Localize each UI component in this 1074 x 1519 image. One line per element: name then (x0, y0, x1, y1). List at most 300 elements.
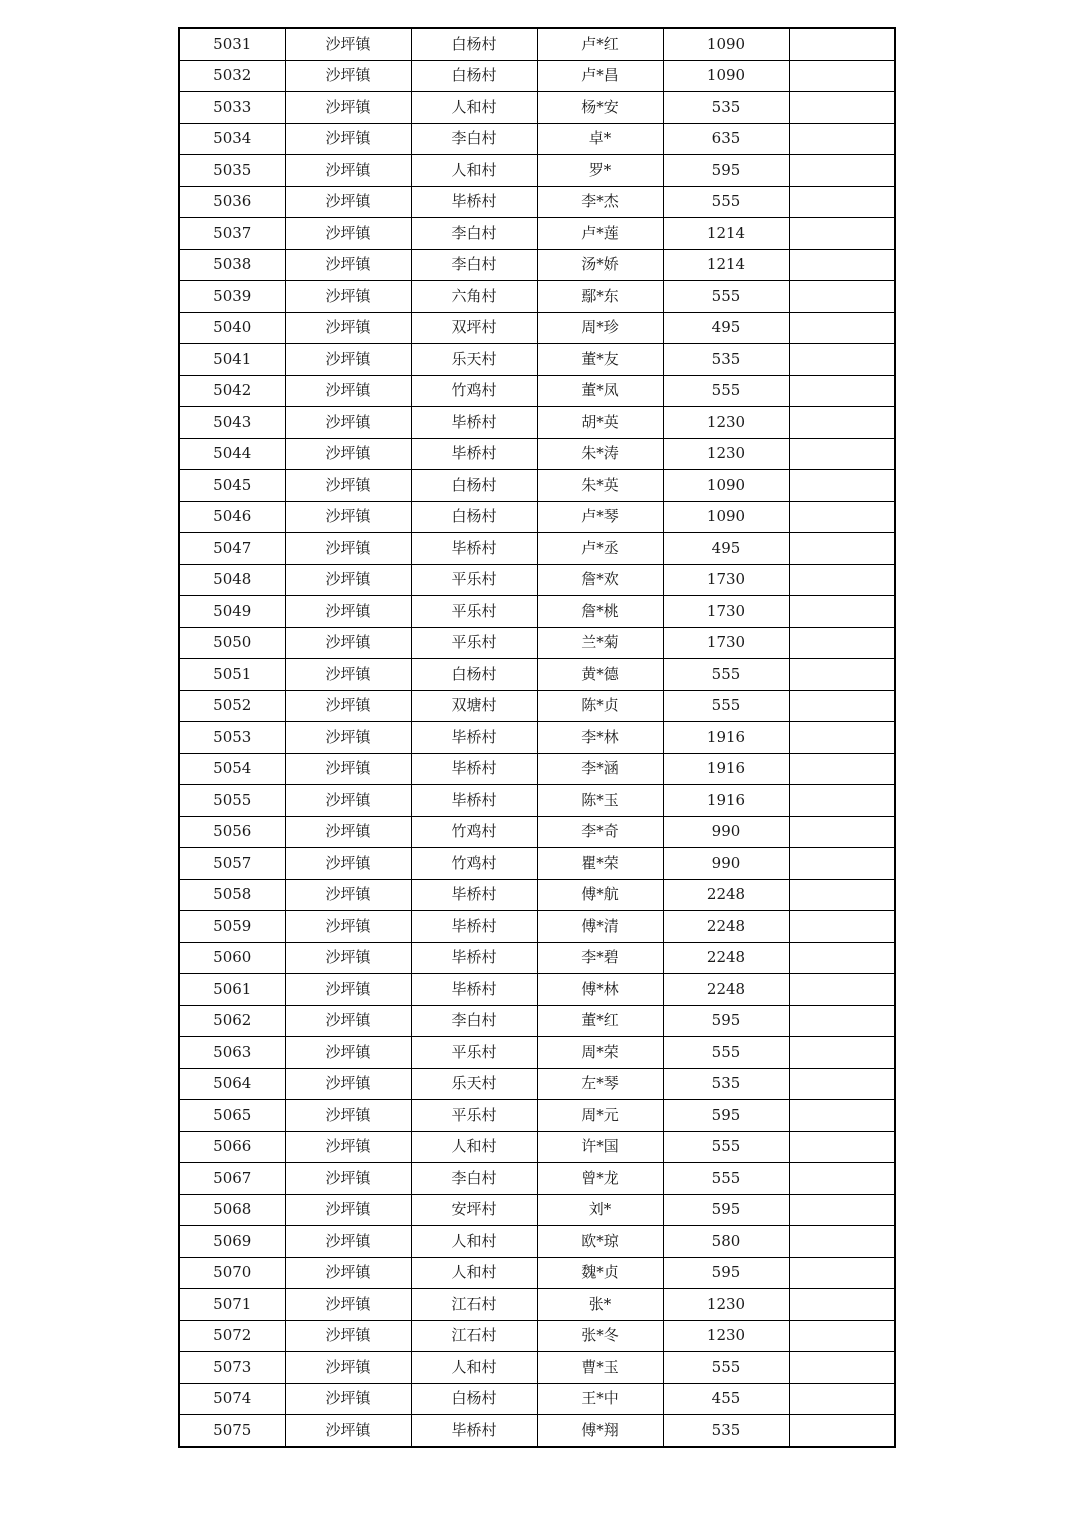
village-cell: 双坪村 (411, 312, 537, 344)
amount-cell: 1214 (663, 249, 789, 281)
village-cell: 平乐村 (411, 564, 537, 596)
table-row (179, 1289, 895, 1321)
village-cell: 人和村 (411, 1131, 537, 1163)
note-cell (789, 722, 895, 754)
name-cell: 董*红 (537, 1005, 663, 1037)
row-number-cell: 5062 (179, 1005, 285, 1037)
note-cell (789, 1226, 895, 1258)
village-cell: 白杨村 (411, 60, 537, 92)
town-cell: 沙坪镇 (285, 690, 411, 722)
amount-cell: 555 (663, 1352, 789, 1384)
village-cell: 白杨村 (411, 1383, 537, 1415)
note-cell (789, 501, 895, 533)
note-cell (789, 1352, 895, 1384)
town-cell: 沙坪镇 (285, 344, 411, 376)
row-number-cell: 5039 (179, 281, 285, 313)
town-cell: 沙坪镇 (285, 1415, 411, 1447)
table-row (179, 659, 895, 691)
name-cell: 陈*玉 (537, 785, 663, 817)
town-cell: 沙坪镇 (285, 848, 411, 880)
table-row (179, 1226, 895, 1258)
amount-cell: 555 (663, 690, 789, 722)
row-number-cell: 5040 (179, 312, 285, 344)
table-row (179, 879, 895, 911)
table-row (179, 533, 895, 565)
note-cell (789, 911, 895, 943)
row-number-cell: 5067 (179, 1163, 285, 1195)
table-row (179, 785, 895, 817)
table-row (179, 974, 895, 1006)
village-cell: 竹鸡村 (411, 816, 537, 848)
note-cell (789, 28, 895, 60)
amount-cell: 1230 (663, 1320, 789, 1352)
note-cell (789, 596, 895, 628)
village-cell: 平乐村 (411, 596, 537, 628)
row-number-cell: 5047 (179, 533, 285, 565)
amount-cell: 595 (663, 1257, 789, 1289)
town-cell: 沙坪镇 (285, 974, 411, 1006)
data-table (178, 27, 896, 1448)
name-cell: 曹*玉 (537, 1352, 663, 1384)
note-cell (789, 627, 895, 659)
row-number-cell: 5046 (179, 501, 285, 533)
village-cell: 毕桥村 (411, 911, 537, 943)
town-cell: 沙坪镇 (285, 155, 411, 187)
row-number-cell: 5031 (179, 28, 285, 60)
row-number-cell: 5045 (179, 470, 285, 502)
amount-cell: 2248 (663, 942, 789, 974)
name-cell: 张* (537, 1289, 663, 1321)
table-row (179, 501, 895, 533)
row-number-cell: 5037 (179, 218, 285, 250)
amount-cell: 455 (663, 1383, 789, 1415)
table-row (179, 312, 895, 344)
amount-cell: 1916 (663, 753, 789, 785)
row-number-cell: 5055 (179, 785, 285, 817)
town-cell: 沙坪镇 (285, 911, 411, 943)
village-cell: 乐天村 (411, 1068, 537, 1100)
table-row (179, 690, 895, 722)
amount-cell: 1730 (663, 627, 789, 659)
amount-cell: 555 (663, 281, 789, 313)
town-cell: 沙坪镇 (285, 407, 411, 439)
village-cell: 毕桥村 (411, 785, 537, 817)
town-cell: 沙坪镇 (285, 312, 411, 344)
village-cell: 人和村 (411, 1226, 537, 1258)
town-cell: 沙坪镇 (285, 249, 411, 281)
name-cell: 傅*清 (537, 911, 663, 943)
note-cell (789, 1194, 895, 1226)
note-cell (789, 533, 895, 565)
row-number-cell: 5053 (179, 722, 285, 754)
table-row (179, 1005, 895, 1037)
note-cell (789, 1257, 895, 1289)
village-cell: 毕桥村 (411, 438, 537, 470)
name-cell: 傅*翔 (537, 1415, 663, 1447)
row-number-cell: 5057 (179, 848, 285, 880)
table-row (179, 1352, 895, 1384)
note-cell (789, 60, 895, 92)
row-number-cell: 5050 (179, 627, 285, 659)
amount-cell: 595 (663, 155, 789, 187)
name-cell: 欧*琼 (537, 1226, 663, 1258)
village-cell: 毕桥村 (411, 407, 537, 439)
amount-cell: 1916 (663, 785, 789, 817)
town-cell: 沙坪镇 (285, 186, 411, 218)
amount-cell: 555 (663, 1163, 789, 1195)
town-cell: 沙坪镇 (285, 753, 411, 785)
name-cell: 王*中 (537, 1383, 663, 1415)
name-cell: 李*碧 (537, 942, 663, 974)
table-row (179, 281, 895, 313)
table-row (179, 249, 895, 281)
note-cell (789, 123, 895, 155)
row-number-cell: 5066 (179, 1131, 285, 1163)
note-cell (789, 753, 895, 785)
row-number-cell: 5035 (179, 155, 285, 187)
row-number-cell: 5041 (179, 344, 285, 376)
town-cell: 沙坪镇 (285, 1100, 411, 1132)
row-number-cell: 5068 (179, 1194, 285, 1226)
village-cell: 李白村 (411, 1163, 537, 1195)
name-cell: 朱*涛 (537, 438, 663, 470)
note-cell (789, 1100, 895, 1132)
table-row (179, 627, 895, 659)
row-number-cell: 5048 (179, 564, 285, 596)
amount-cell: 1214 (663, 218, 789, 250)
note-cell (789, 1068, 895, 1100)
village-cell: 平乐村 (411, 1100, 537, 1132)
note-cell (789, 249, 895, 281)
note-cell (789, 785, 895, 817)
name-cell: 朱*英 (537, 470, 663, 502)
row-number-cell: 5064 (179, 1068, 285, 1100)
table-row (179, 753, 895, 785)
note-cell (789, 816, 895, 848)
note-cell (789, 470, 895, 502)
town-cell: 沙坪镇 (285, 564, 411, 596)
table-row (179, 1068, 895, 1100)
table-row (179, 911, 895, 943)
town-cell: 沙坪镇 (285, 816, 411, 848)
row-number-cell: 5052 (179, 690, 285, 722)
village-cell: 毕桥村 (411, 533, 537, 565)
row-number-cell: 5074 (179, 1383, 285, 1415)
amount-cell: 595 (663, 1100, 789, 1132)
note-cell (789, 1320, 895, 1352)
name-cell: 李*涵 (537, 753, 663, 785)
name-cell: 卓* (537, 123, 663, 155)
town-cell: 沙坪镇 (285, 28, 411, 60)
amount-cell: 2248 (663, 974, 789, 1006)
town-cell: 沙坪镇 (285, 1068, 411, 1100)
name-cell: 左*琴 (537, 1068, 663, 1100)
name-cell: 董*友 (537, 344, 663, 376)
row-number-cell: 5042 (179, 375, 285, 407)
name-cell: 李*林 (537, 722, 663, 754)
village-cell: 六角村 (411, 281, 537, 313)
note-cell (789, 1383, 895, 1415)
name-cell: 杨*安 (537, 92, 663, 124)
amount-cell: 1090 (663, 60, 789, 92)
village-cell: 毕桥村 (411, 1415, 537, 1447)
table-row (179, 942, 895, 974)
table-row (179, 470, 895, 502)
note-cell (789, 564, 895, 596)
note-cell (789, 1289, 895, 1321)
town-cell: 沙坪镇 (285, 1383, 411, 1415)
row-number-cell: 5070 (179, 1257, 285, 1289)
note-cell (789, 1415, 895, 1447)
town-cell: 沙坪镇 (285, 218, 411, 250)
village-cell: 白杨村 (411, 501, 537, 533)
town-cell: 沙坪镇 (285, 1257, 411, 1289)
name-cell: 鄢*东 (537, 281, 663, 313)
note-cell (789, 1163, 895, 1195)
note-cell (789, 407, 895, 439)
town-cell: 沙坪镇 (285, 627, 411, 659)
note-cell (789, 659, 895, 691)
amount-cell: 495 (663, 533, 789, 565)
name-cell: 胡*英 (537, 407, 663, 439)
town-cell: 沙坪镇 (285, 281, 411, 313)
table-row (179, 218, 895, 250)
table-row (179, 60, 895, 92)
table-row (179, 1131, 895, 1163)
name-cell: 瞿*荣 (537, 848, 663, 880)
town-cell: 沙坪镇 (285, 470, 411, 502)
row-number-cell: 5056 (179, 816, 285, 848)
village-cell: 双塘村 (411, 690, 537, 722)
amount-cell: 535 (663, 1415, 789, 1447)
amount-cell: 1916 (663, 722, 789, 754)
row-number-cell: 5058 (179, 879, 285, 911)
name-cell: 卢*丞 (537, 533, 663, 565)
town-cell: 沙坪镇 (285, 501, 411, 533)
table-row (179, 155, 895, 187)
amount-cell: 1730 (663, 596, 789, 628)
amount-cell: 1090 (663, 28, 789, 60)
amount-cell: 555 (663, 659, 789, 691)
name-cell: 魏*贞 (537, 1257, 663, 1289)
amount-cell: 2248 (663, 879, 789, 911)
name-cell: 周*元 (537, 1100, 663, 1132)
village-cell: 毕桥村 (411, 879, 537, 911)
table-row (179, 596, 895, 628)
name-cell: 周*荣 (537, 1037, 663, 1069)
name-cell: 张*冬 (537, 1320, 663, 1352)
table-row (179, 407, 895, 439)
name-cell: 刘* (537, 1194, 663, 1226)
village-cell: 毕桥村 (411, 753, 537, 785)
amount-cell: 990 (663, 816, 789, 848)
row-number-cell: 5071 (179, 1289, 285, 1321)
village-cell: 人和村 (411, 1352, 537, 1384)
village-cell: 毕桥村 (411, 186, 537, 218)
table-row (179, 1037, 895, 1069)
note-cell (789, 942, 895, 974)
table-body (179, 28, 895, 1447)
amount-cell: 635 (663, 123, 789, 155)
table-row (179, 92, 895, 124)
town-cell: 沙坪镇 (285, 1037, 411, 1069)
table-row (179, 722, 895, 754)
table-row (179, 438, 895, 470)
row-number-cell: 5051 (179, 659, 285, 691)
town-cell: 沙坪镇 (285, 92, 411, 124)
note-cell (789, 92, 895, 124)
note-cell (789, 312, 895, 344)
row-number-cell: 5054 (179, 753, 285, 785)
row-number-cell: 5063 (179, 1037, 285, 1069)
amount-cell: 1090 (663, 470, 789, 502)
row-number-cell: 5069 (179, 1226, 285, 1258)
amount-cell: 555 (663, 186, 789, 218)
village-cell: 毕桥村 (411, 942, 537, 974)
table-row (179, 1163, 895, 1195)
row-number-cell: 5072 (179, 1320, 285, 1352)
town-cell: 沙坪镇 (285, 659, 411, 691)
table-row (179, 1320, 895, 1352)
note-cell (789, 344, 895, 376)
row-number-cell: 5073 (179, 1352, 285, 1384)
town-cell: 沙坪镇 (285, 1163, 411, 1195)
note-cell (789, 1037, 895, 1069)
table-row (179, 1415, 895, 1447)
amount-cell: 555 (663, 1131, 789, 1163)
name-cell: 詹*桃 (537, 596, 663, 628)
note-cell (789, 218, 895, 250)
table-row (179, 1100, 895, 1132)
note-cell (789, 974, 895, 1006)
village-cell: 人和村 (411, 92, 537, 124)
village-cell: 安坪村 (411, 1194, 537, 1226)
name-cell: 黄*德 (537, 659, 663, 691)
row-number-cell: 5036 (179, 186, 285, 218)
name-cell: 许*国 (537, 1131, 663, 1163)
note-cell (789, 438, 895, 470)
note-cell (789, 879, 895, 911)
town-cell: 沙坪镇 (285, 596, 411, 628)
town-cell: 沙坪镇 (285, 1131, 411, 1163)
row-number-cell: 5032 (179, 60, 285, 92)
amount-cell: 990 (663, 848, 789, 880)
name-cell: 卢*昌 (537, 60, 663, 92)
village-cell: 李白村 (411, 123, 537, 155)
town-cell: 沙坪镇 (285, 942, 411, 974)
name-cell: 罗* (537, 155, 663, 187)
amount-cell: 1230 (663, 438, 789, 470)
note-cell (789, 1005, 895, 1037)
village-cell: 江石村 (411, 1289, 537, 1321)
amount-cell: 595 (663, 1194, 789, 1226)
table-row (179, 375, 895, 407)
town-cell: 沙坪镇 (285, 1352, 411, 1384)
village-cell: 乐天村 (411, 344, 537, 376)
row-number-cell: 5034 (179, 123, 285, 155)
note-cell (789, 155, 895, 187)
table-row (179, 123, 895, 155)
note-cell (789, 1131, 895, 1163)
name-cell: 傅*航 (537, 879, 663, 911)
table-row (179, 344, 895, 376)
row-number-cell: 5043 (179, 407, 285, 439)
amount-cell: 555 (663, 1037, 789, 1069)
village-cell: 平乐村 (411, 1037, 537, 1069)
village-cell: 白杨村 (411, 659, 537, 691)
town-cell: 沙坪镇 (285, 1194, 411, 1226)
amount-cell: 1230 (663, 407, 789, 439)
table-row (179, 848, 895, 880)
note-cell (789, 848, 895, 880)
name-cell: 卢*莲 (537, 218, 663, 250)
amount-cell: 1230 (663, 1289, 789, 1321)
village-cell: 毕桥村 (411, 722, 537, 754)
name-cell: 李*奇 (537, 816, 663, 848)
name-cell: 卢*红 (537, 28, 663, 60)
table-row (179, 186, 895, 218)
town-cell: 沙坪镇 (285, 879, 411, 911)
name-cell: 汤*娇 (537, 249, 663, 281)
village-cell: 江石村 (411, 1320, 537, 1352)
town-cell: 沙坪镇 (285, 785, 411, 817)
name-cell: 陈*贞 (537, 690, 663, 722)
village-cell: 白杨村 (411, 28, 537, 60)
town-cell: 沙坪镇 (285, 123, 411, 155)
table-row (179, 564, 895, 596)
amount-cell: 1730 (663, 564, 789, 596)
row-number-cell: 5065 (179, 1100, 285, 1132)
note-cell (789, 375, 895, 407)
note-cell (789, 690, 895, 722)
amount-cell: 555 (663, 375, 789, 407)
row-number-cell: 5061 (179, 974, 285, 1006)
name-cell: 傅*林 (537, 974, 663, 1006)
village-cell: 李白村 (411, 218, 537, 250)
town-cell: 沙坪镇 (285, 60, 411, 92)
name-cell: 曾*龙 (537, 1163, 663, 1195)
row-number-cell: 5044 (179, 438, 285, 470)
village-cell: 人和村 (411, 1257, 537, 1289)
name-cell: 詹*欢 (537, 564, 663, 596)
village-cell: 毕桥村 (411, 974, 537, 1006)
village-cell: 白杨村 (411, 470, 537, 502)
village-cell: 竹鸡村 (411, 848, 537, 880)
note-cell (789, 186, 895, 218)
table-row (179, 1257, 895, 1289)
town-cell: 沙坪镇 (285, 375, 411, 407)
village-cell: 人和村 (411, 155, 537, 187)
village-cell: 竹鸡村 (411, 375, 537, 407)
row-number-cell: 5060 (179, 942, 285, 974)
name-cell: 周*珍 (537, 312, 663, 344)
table-row (179, 28, 895, 60)
town-cell: 沙坪镇 (285, 1320, 411, 1352)
row-number-cell: 5059 (179, 911, 285, 943)
name-cell: 兰*菊 (537, 627, 663, 659)
village-cell: 平乐村 (411, 627, 537, 659)
amount-cell: 2248 (663, 911, 789, 943)
amount-cell: 580 (663, 1226, 789, 1258)
table-row (179, 1194, 895, 1226)
town-cell: 沙坪镇 (285, 1005, 411, 1037)
name-cell: 卢*琴 (537, 501, 663, 533)
name-cell: 李*杰 (537, 186, 663, 218)
village-cell: 李白村 (411, 1005, 537, 1037)
amount-cell: 535 (663, 1068, 789, 1100)
amount-cell: 495 (663, 312, 789, 344)
row-number-cell: 5033 (179, 92, 285, 124)
